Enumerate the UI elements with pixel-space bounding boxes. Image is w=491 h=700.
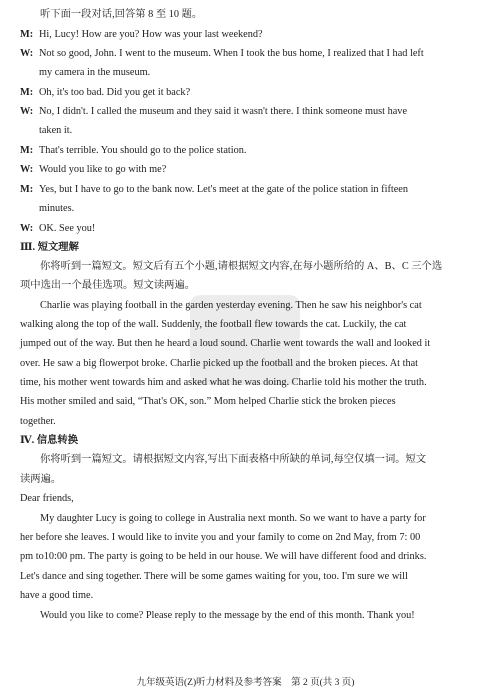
dialogue-line-2-cont: my camera in the museum. <box>39 67 151 78</box>
dialogue-text: That's terrible. You should go to the police station. <box>39 145 247 156</box>
dialogue-text: Would you like to go with me? <box>39 164 167 175</box>
section3-heading: Ⅲ. 短文理解 <box>20 242 79 253</box>
section3-passage-line: together. <box>20 416 56 427</box>
section3-passage-line: walking along the top of the wall. Suddenly, the football flew towards the cat. Luckily, the cat <box>20 319 407 330</box>
section4-instruction-2: 读两遍。 <box>20 474 62 485</box>
page-footer: 九年级英语(Z)听力材料及参考答案 第 2 页(共 3 页) <box>136 678 355 688</box>
dialogue-text: Yes, but I have to go to the bank now. Let's meet at the gate of the police station in fifteen <box>39 184 409 195</box>
dialogue-line-1 <box>20 28 263 41</box>
speaker-label: W: <box>20 106 34 117</box>
section3-passage-line: over. He saw a big flowerpot broke. Charlie picked up the football and the broken pieces. At that <box>20 358 419 369</box>
section4-heading: Ⅳ. 信息转换 <box>20 435 79 446</box>
speaker-label: M: <box>20 145 34 156</box>
dialogue-text: OK. See you! <box>39 223 96 234</box>
section3-passage-line: jumped out of the way. But then he heard a loud sound. Charlie went towards the wall and looked it <box>20 338 431 349</box>
letter-line: My daughter Lucy is going to college in Australia next month. So we want to have a party for <box>40 513 426 524</box>
section3-passage-line: His mother smiled and said, “That's OK, son.” Mom helped Charlie stick the broken pieces <box>20 396 396 407</box>
speaker-label: M: <box>20 87 34 98</box>
section3-passage-line: time, his mother went towards him and asked what he was doing. Charlie told his mother the truth. <box>20 377 427 388</box>
speaker-label: W: <box>20 223 34 234</box>
speaker-label: M: <box>20 184 34 195</box>
speaker-label: W: <box>20 164 34 175</box>
dialogue-line-7 <box>20 183 408 196</box>
section3-passage-line: Charlie was playing football in the garden yesterday evening. Then he saw his neighbor's cat <box>40 300 422 311</box>
part2-instruction: 听下面一段对话,回答第 8 至 10 题。 <box>40 9 203 20</box>
dialogue-line-8 <box>20 222 95 235</box>
letter-greeting: Dear friends, <box>20 493 74 504</box>
dialogue-line-3 <box>20 86 190 99</box>
dialogue-line-6 <box>20 163 166 176</box>
dialogue-line-4 <box>20 105 407 118</box>
speaker-label: M: <box>20 29 34 40</box>
dialogue-text: Oh, it's too bad. Did you get it back? <box>39 87 191 98</box>
section4-instruction-1: 你将听到一篇短文。请根据短文内容,写出下面表格中所缺的单词,每空仅填一词。短文 <box>40 454 427 465</box>
section3-instruction-2: 项中选出一个最佳选项。短文读两遍。 <box>20 280 196 291</box>
letter-line: Let's dance and sing together. There will be some games waiting for you, too. I'm sure we will <box>20 571 408 582</box>
dialogue-text: Not so good, John. I went to the museum. When I took the bus home, I realized that I had left <box>39 48 424 59</box>
speaker-label: W: <box>20 48 34 59</box>
dialogue-line-2 <box>20 47 424 60</box>
letter-line: pm to10:00 pm. The party is going to be held in our house. We will have different food and drinks. <box>20 551 427 562</box>
letter-line: have a good time. <box>20 590 94 601</box>
dialogue-line-4-cont: taken it. <box>39 125 73 136</box>
section3-instruction-1: 你将听到一篇短文。短文后有五个小题,请根据短文内容,在每小题所给的 A、B、C 三个选 <box>40 261 443 272</box>
dialogue-line-7-cont: minutes. <box>39 203 75 214</box>
dialogue-line-5 <box>20 144 247 157</box>
letter-line: Would you like to come? Please reply to the message by the end of this month. Thank you! <box>40 610 415 621</box>
dialogue-text: No, I didn't. I called the museum and they said it wasn't there. I think someone must have <box>39 106 408 117</box>
dialogue-text: Hi, Lucy! How are you? How was your last weekend? <box>39 29 263 40</box>
letter-line: her before she leaves. I would like to invite you and your family to come on 2nd May, from 7: 00 <box>20 532 421 543</box>
